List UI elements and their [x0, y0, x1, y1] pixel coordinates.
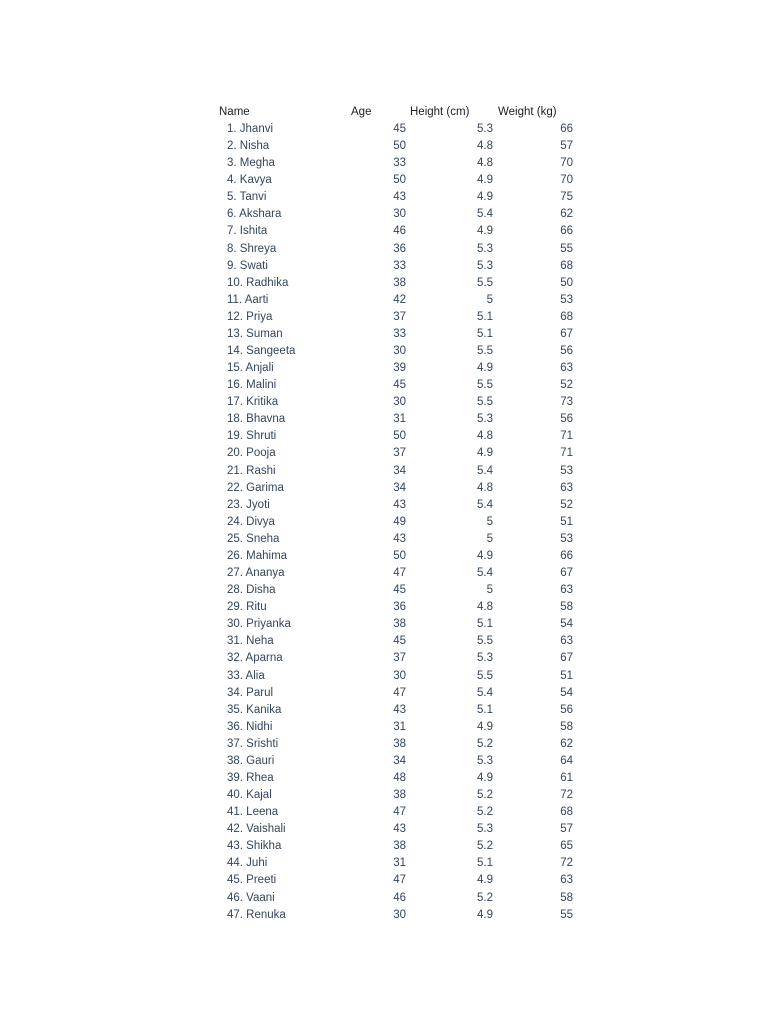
cell-name: 5. Tanvi	[227, 191, 267, 204]
cell-name: 43. Shikha	[227, 840, 282, 853]
cell-height: 4.9	[477, 174, 493, 187]
cell-weight: 70	[560, 157, 573, 170]
cell-age: 30	[393, 396, 406, 409]
cell-weight: 53	[560, 532, 573, 545]
table-row	[218, 309, 578, 326]
cell-name: 7. Ishita	[227, 225, 268, 238]
cell-height: 5.5	[477, 396, 493, 409]
cell-height: 4.8	[477, 140, 493, 153]
cell-weight: 68	[560, 310, 573, 323]
cell-name: 17. Kritika	[227, 396, 279, 409]
table-row	[218, 445, 578, 462]
cell-age: 42	[393, 293, 406, 306]
cell-weight: 58	[560, 720, 573, 733]
cell-age: 34	[393, 481, 406, 494]
cell-age: 50	[393, 140, 406, 153]
cell-height: 4.8	[477, 157, 493, 170]
cell-height: 5.5	[477, 345, 493, 358]
cell-age: 30	[393, 908, 406, 921]
cell-age: 38	[393, 789, 406, 802]
cell-height: 5	[486, 293, 493, 306]
cell-age: 50	[393, 549, 406, 562]
cell-name: 38. Gauri	[227, 754, 275, 767]
cell-weight: 56	[560, 413, 573, 426]
header-name: Name	[219, 106, 250, 118]
cell-weight: 70	[560, 174, 573, 187]
cell-height: 5.2	[477, 737, 493, 750]
table-row	[218, 189, 578, 206]
cell-age: 46	[393, 225, 406, 238]
cell-weight: 71	[560, 430, 573, 443]
cell-weight: 55	[560, 242, 573, 255]
cell-age: 50	[393, 174, 406, 187]
table-row	[218, 753, 578, 770]
cell-age: 38	[393, 276, 406, 289]
cell-name: 46. Vaani	[227, 891, 275, 904]
cell-age: 43	[393, 532, 406, 545]
cell-weight: 68	[560, 806, 573, 819]
cell-height: 4.9	[477, 771, 493, 784]
cell-age: 30	[393, 208, 406, 221]
cell-weight: 66	[560, 225, 573, 238]
cell-age: 48	[393, 771, 406, 784]
cell-age: 47	[393, 567, 406, 580]
cell-age: 38	[393, 737, 406, 750]
cell-weight: 58	[560, 601, 573, 614]
cell-age: 45	[393, 379, 406, 392]
cell-weight: 50	[560, 276, 573, 289]
cell-age: 43	[393, 498, 406, 511]
cell-height: 5.1	[477, 618, 493, 631]
cell-name: 42. Vaishali	[227, 823, 286, 836]
cell-name: 44. Juhi	[227, 857, 268, 870]
table-row	[218, 650, 578, 667]
table-row	[218, 599, 578, 616]
cell-name: 3. Megha	[227, 157, 275, 170]
cell-height: 5.4	[477, 208, 493, 221]
cell-height: 4.9	[477, 447, 493, 460]
cell-name: 35. Kanika	[227, 703, 282, 716]
cell-height: 5	[486, 515, 493, 528]
cell-name: 24. Divya	[227, 515, 275, 528]
table-row	[218, 411, 578, 428]
cell-name: 27. Ananya	[227, 567, 285, 580]
cell-name: 22. Garima	[227, 481, 284, 494]
cell-height: 4.9	[477, 549, 493, 562]
header-weight: Weight (kg)	[498, 106, 557, 118]
cell-height: 5.3	[477, 259, 493, 272]
cell-age: 50	[393, 430, 406, 443]
cell-weight: 66	[560, 123, 573, 135]
cell-name: 29. Ritu	[227, 601, 267, 614]
cell-height: 5.3	[477, 652, 493, 665]
cell-height: 5	[486, 584, 493, 597]
cell-name: 41. Leena	[227, 806, 279, 819]
table-row	[218, 394, 578, 411]
cell-weight: 75	[560, 191, 573, 204]
cell-weight: 71	[560, 447, 573, 460]
cell-weight: 72	[560, 789, 573, 802]
cell-height: 4.8	[477, 430, 493, 443]
cell-age: 37	[393, 310, 406, 323]
cell-age: 37	[393, 652, 406, 665]
table-row	[218, 428, 578, 445]
cell-age: 36	[393, 242, 406, 255]
cell-name: 23. Jyoti	[227, 498, 270, 511]
cell-age: 45	[393, 584, 406, 597]
cell-weight: 51	[560, 515, 573, 528]
cell-age: 38	[393, 840, 406, 853]
cell-weight: 63	[560, 635, 573, 648]
cell-name: 4. Kavya	[227, 174, 272, 187]
cell-age: 43	[393, 191, 406, 204]
cell-age: 47	[393, 806, 406, 819]
cell-age: 47	[393, 686, 406, 699]
cell-age: 45	[393, 635, 406, 648]
cell-height: 4.9	[477, 225, 493, 238]
data-table	[218, 104, 578, 924]
cell-weight: 55	[560, 908, 573, 921]
cell-age: 34	[393, 464, 406, 477]
table-row	[218, 702, 578, 719]
table-row	[218, 514, 578, 531]
cell-height: 5.3	[477, 242, 493, 255]
table-row	[218, 480, 578, 497]
cell-weight: 63	[560, 362, 573, 375]
cell-height: 4.9	[477, 874, 493, 887]
cell-height: 5.4	[477, 567, 493, 580]
cell-name: 19. Shruti	[227, 430, 277, 443]
table-row	[218, 582, 578, 599]
cell-height: 5.5	[477, 635, 493, 648]
cell-age: 45	[393, 123, 406, 135]
table-row	[218, 872, 578, 889]
cell-height: 5.1	[477, 310, 493, 323]
cell-height: 4.8	[477, 601, 493, 614]
cell-height: 5.5	[477, 669, 493, 682]
table-row	[218, 121, 578, 138]
cell-height: 5.4	[477, 498, 493, 511]
table-row	[218, 343, 578, 360]
table-row	[218, 719, 578, 736]
cell-name: 10. Radhika	[227, 276, 289, 289]
cell-name: 30. Priyanka	[227, 618, 291, 631]
cell-weight: 68	[560, 259, 573, 272]
cell-weight: 57	[560, 140, 573, 153]
cell-height: 5.2	[477, 840, 493, 853]
cell-age: 43	[393, 823, 406, 836]
table-row	[218, 172, 578, 189]
cell-height: 5.2	[477, 789, 493, 802]
cell-age: 46	[393, 891, 406, 904]
cell-name: 36. Nidhi	[227, 720, 273, 733]
cell-age: 38	[393, 618, 406, 631]
table-row	[218, 787, 578, 804]
cell-name: 37. Srishti	[227, 737, 279, 750]
cell-height: 5.3	[477, 754, 493, 767]
cell-name: 16. Malini	[227, 379, 277, 392]
cell-age: 36	[393, 601, 406, 614]
cell-height: 5.1	[477, 857, 493, 870]
cell-weight: 62	[560, 208, 573, 221]
table-row	[218, 633, 578, 650]
cell-weight: 52	[560, 379, 573, 392]
cell-age: 33	[393, 259, 406, 272]
table-row	[218, 241, 578, 258]
cell-weight: 51	[560, 669, 573, 682]
cell-name: 28. Disha	[227, 584, 276, 597]
table-row	[218, 155, 578, 172]
cell-age: 37	[393, 447, 406, 460]
cell-height: 5.3	[477, 823, 493, 836]
cell-height: 5.3	[477, 413, 493, 426]
cell-height: 5.5	[477, 276, 493, 289]
cell-weight: 52	[560, 498, 573, 511]
cell-height: 5.2	[477, 806, 493, 819]
cell-name: 20. Pooja	[227, 447, 276, 460]
cell-height: 4.8	[477, 481, 493, 494]
table-row	[218, 668, 578, 685]
cell-name: 13. Suman	[227, 327, 283, 340]
table-row	[218, 770, 578, 787]
table-row	[218, 821, 578, 838]
cell-weight: 63	[560, 584, 573, 597]
table-row	[218, 292, 578, 309]
table-row	[218, 685, 578, 702]
cell-name: 47. Renuka	[227, 908, 286, 921]
cell-weight: 67	[560, 327, 573, 340]
cell-age: 31	[393, 720, 406, 733]
table-row	[218, 206, 578, 223]
cell-name: 12. Priya	[227, 310, 273, 323]
cell-weight: 63	[560, 874, 573, 887]
table-row	[218, 223, 578, 240]
cell-height: 5	[486, 532, 493, 545]
table-row	[218, 360, 578, 377]
cell-name: 1. Jhanvi	[227, 123, 274, 135]
cell-name: 9. Swati	[227, 259, 268, 272]
header-age: Age	[351, 106, 372, 118]
cell-height: 5.1	[477, 327, 493, 340]
cell-weight: 64	[560, 754, 573, 767]
table-row	[218, 616, 578, 633]
table-row	[218, 138, 578, 155]
cell-weight: 58	[560, 891, 573, 904]
table-row	[218, 497, 578, 514]
cell-name: 2. Nisha	[227, 140, 270, 153]
cell-height: 4.9	[477, 908, 493, 921]
table-row	[218, 326, 578, 343]
cell-height: 5.1	[477, 703, 493, 716]
cell-weight: 63	[560, 481, 573, 494]
cell-weight: 65	[560, 840, 573, 853]
cell-name: 18. Bhavna	[227, 413, 286, 426]
header-height: Height (cm)	[410, 106, 470, 118]
cell-name: 33. Alia	[227, 669, 265, 682]
cell-weight: 67	[560, 652, 573, 665]
table-row	[218, 377, 578, 394]
table-row	[218, 275, 578, 292]
cell-height: 5.5	[477, 379, 493, 392]
cell-name: 11. Aarti	[227, 293, 269, 306]
cell-age: 30	[393, 669, 406, 682]
table-row	[218, 838, 578, 855]
cell-weight: 67	[560, 567, 573, 580]
cell-name: 8. Shreya	[227, 242, 277, 255]
cell-weight: 61	[560, 771, 573, 784]
table-row	[218, 804, 578, 821]
cell-height: 5.2	[477, 891, 493, 904]
cell-weight: 62	[560, 737, 573, 750]
cell-height: 4.9	[477, 720, 493, 733]
cell-name: 25. Sneha	[227, 532, 280, 545]
table-row	[218, 548, 578, 565]
cell-name: 34. Parul	[227, 686, 274, 699]
cell-weight: 54	[560, 618, 573, 631]
cell-height: 5.4	[477, 464, 493, 477]
cell-name: 14. Sangeeta	[227, 345, 296, 358]
cell-age: 30	[393, 345, 406, 358]
cell-weight: 53	[560, 293, 573, 306]
cell-height: 4.9	[477, 191, 493, 204]
cell-name: 45. Preeti	[227, 874, 277, 887]
table-header-row	[218, 104, 578, 121]
cell-age: 31	[393, 413, 406, 426]
cell-name: 31. Neha	[227, 635, 274, 648]
table-row	[218, 890, 578, 907]
table-row	[218, 258, 578, 275]
cell-age: 33	[393, 157, 406, 170]
table-body	[218, 121, 578, 924]
table-row	[218, 736, 578, 753]
cell-weight: 57	[560, 823, 573, 836]
table-row	[218, 463, 578, 480]
cell-weight: 54	[560, 686, 573, 699]
cell-height: 5.3	[477, 123, 493, 135]
cell-height: 4.9	[477, 362, 493, 375]
cell-weight: 56	[560, 703, 573, 716]
cell-age: 34	[393, 754, 406, 767]
cell-weight: 56	[560, 345, 573, 358]
table-row	[218, 907, 578, 924]
cell-age: 49	[393, 515, 406, 528]
cell-weight: 72	[560, 857, 573, 870]
cell-weight: 66	[560, 549, 573, 562]
cell-age: 31	[393, 857, 406, 870]
cell-name: 32. Aparna	[227, 652, 283, 665]
table-row	[218, 531, 578, 548]
cell-name: 6. Akshara	[227, 208, 282, 221]
cell-name: 39. Rhea	[227, 771, 274, 784]
cell-name: 40. Kajal	[227, 789, 272, 802]
cell-name: 21. Rashi	[227, 464, 276, 477]
table-row	[218, 855, 578, 872]
cell-name: 15. Anjali	[227, 362, 274, 375]
cell-age: 43	[393, 703, 406, 716]
cell-name: 26. Mahima	[227, 549, 288, 562]
cell-age: 39	[393, 362, 406, 375]
cell-age: 47	[393, 874, 406, 887]
cell-weight: 73	[560, 396, 573, 409]
table-row	[218, 565, 578, 582]
cell-age: 33	[393, 327, 406, 340]
cell-weight: 53	[560, 464, 573, 477]
cell-height: 5.4	[477, 686, 493, 699]
